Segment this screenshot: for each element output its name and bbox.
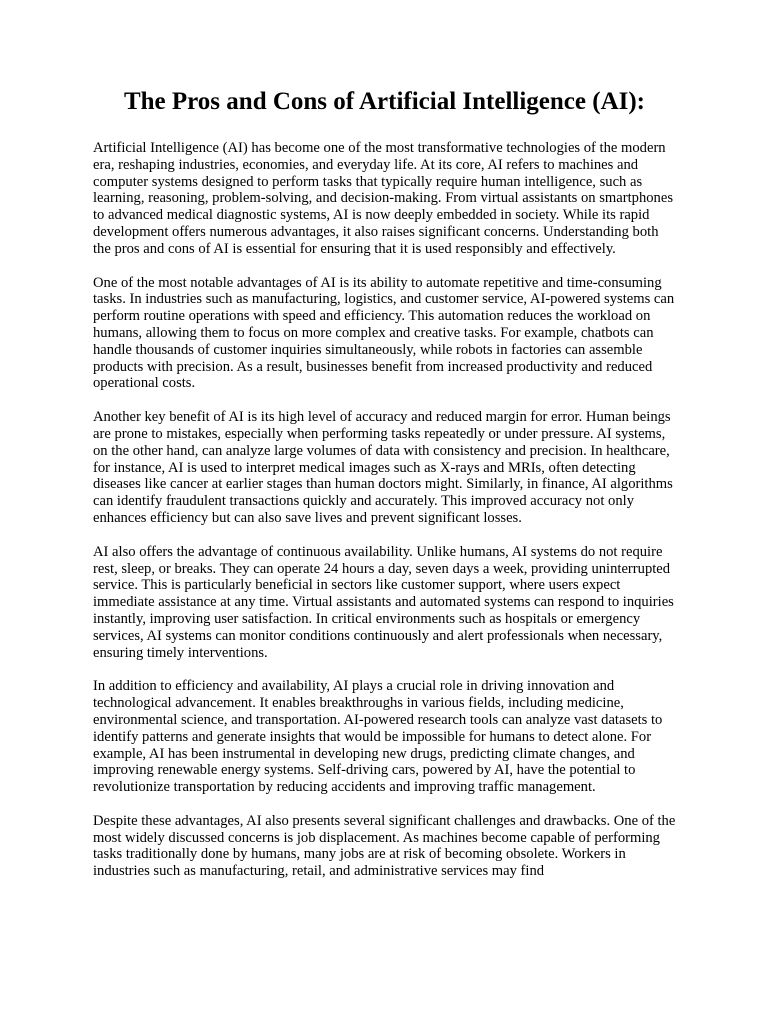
paragraph-accuracy: Another key benefit of AI is its high level of accuracy and reduced margin for error. Human beings are prone to mistakes, especially when performing tasks repeatedly or under pressure. AI systems, on the other hand, can analyze large volumes of data with consistency and precision. In healthcare, for instance, AI is used to interpret medical images such as X-rays and MRIs, often detecting diseases like cancer at earlier stages than human doctors might. Similarly, in finance, AI algorithms can identify fraudulent transactions quickly and accurately. This improved accuracy not only enhances efficiency but can also save lives and prevent significant losses. bbox=[93, 409, 673, 526]
paragraph-introduction: Artificial Intelligence (AI) has become one of the most transformative technologies of the modern era, reshaping industries, economies, and everyday life. At its core, AI refers to machines and computer systems designed to perform tasks that typically require human intelligence, such as learning, reasoning, problem-solving, and decision-making. From virtual assistants on smartphones to advanced medical diagnostic systems, AI is now deeply embedded in society. While its rapid development offers numerous advantages, it also raises significant concerns. Understanding both the pros and cons of AI is essential for ensuring that it is used responsibly and effectively. bbox=[93, 140, 674, 257]
document-title: The Pros and Cons of Artificial Intelligence (AI): bbox=[123, 88, 646, 115]
paragraph-innovation: In addition to efficiency and availability, AI plays a crucial role in driving innovation and technological advancement. It enables breakthroughs in various fields, including medicine, environmental science, and transportation. AI-powered research tools can analyze vast datasets to identify patterns and generate insights that would be impossible for humans to detect alone. For example, AI has been instrumental in developing new drugs, predicting climate changes, and improving renewable energy systems. Self-driving cars, powered by AI, have the potential to revolutionize transportation by reducing accidents and improving traffic management. bbox=[93, 678, 663, 796]
paragraph-job-displacement: Despite these advantages, AI also presents several significant challenges and drawbacks. One of the most widely discussed concerns is job displacement. As machines become capable of performing tasks traditionally done by humans, many jobs are at risk of becoming obsolete. Workers in industries such as manufacturing, retail, and administrative services may find bbox=[93, 812, 676, 880]
paragraph-automation: One of the most notable advantages of AI is its ability to automate repetitive and time-consuming tasks. In industries such as manufacturing, logistics, and customer service, AI-powered systems can perform routine operations with speed and efficiency. This automation reduces the workload on humans, allowing them to focus on more complex and creative tasks. For example, chatbots can handle thousands of customer inquiries simultaneously, while robots in factories can assemble products with precision. As a result, businesses benefit from increased productivity and reduced operational costs. bbox=[93, 274, 675, 392]
paragraph-availability: AI also offers the advantage of continuous availability. Unlike humans, AI systems do not require rest, sleep, or breaks. They can operate 24 hours a day, seven days a week, providing uninterrupted service. This is particularly beneficial in sectors like customer support, where users expect immediate assistance at any time. Virtual assistants and automated systems can respond to inquiries instantly, improving user satisfaction. In critical environments such as hospitals or emergency services, AI systems can monitor conditions continuously and alert professionals when necessary, ensuring timely interventions. bbox=[93, 543, 674, 661]
